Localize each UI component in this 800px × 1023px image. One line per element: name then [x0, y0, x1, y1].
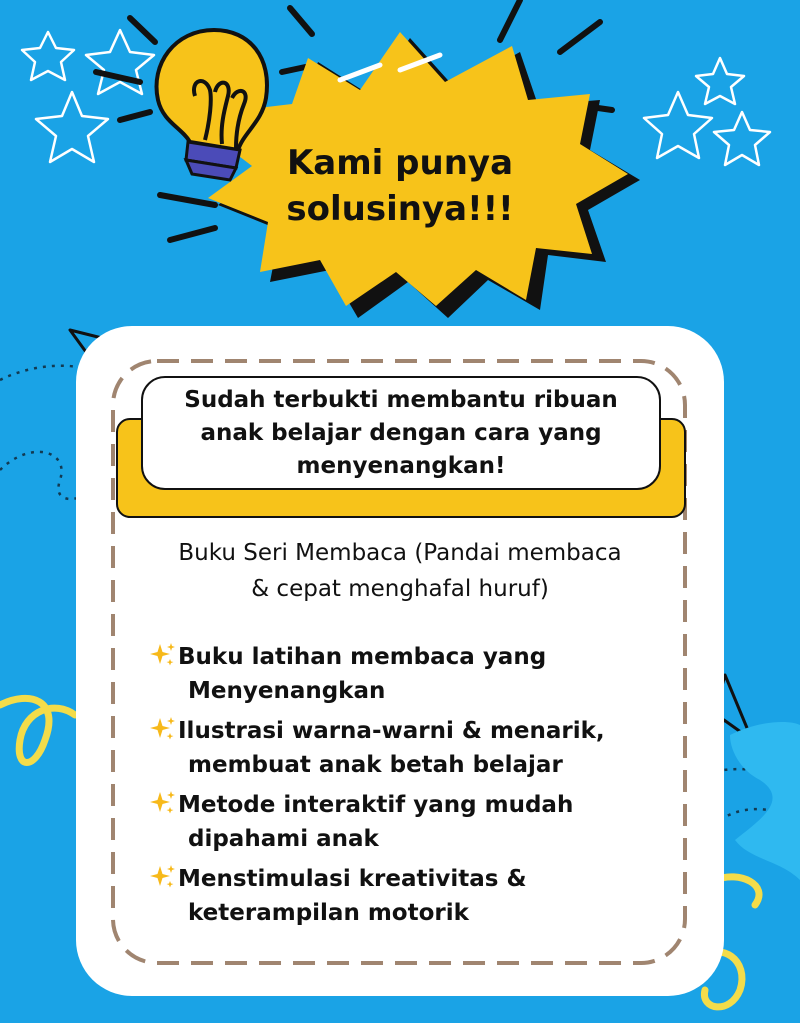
- star-icon: [696, 58, 744, 104]
- sparkles-icon: [148, 640, 178, 670]
- feature-line2: dipahami anak: [188, 826, 379, 852]
- feature-item: [148, 862, 668, 930]
- sparkles-icon: [148, 714, 178, 744]
- burst-title: [220, 140, 580, 232]
- claim-text: Sudah terbukti membantu ribuan anak belajar dengan cara yang menyenangkan!: [184, 386, 618, 479]
- star-icon: [714, 112, 770, 165]
- product-title-line1: Buku Seri Membaca (Pandai membaca: [178, 540, 622, 566]
- feature-item: [148, 788, 668, 856]
- product-title: [130, 535, 670, 607]
- star-icon: [36, 92, 108, 162]
- feature-line1: Menstimulasi kreativitas &: [178, 866, 527, 892]
- feature-item: [148, 714, 668, 782]
- feature-line1: Metode interaktif yang mudah: [178, 792, 574, 818]
- sparkles-icon: [148, 862, 178, 892]
- star-icon: [22, 32, 74, 80]
- feature-line2: membuat anak betah belajar: [188, 752, 563, 778]
- star-icon: [86, 30, 154, 94]
- feature-line1: Ilustrasi warna-warni & menarik,: [178, 718, 605, 744]
- product-title-line2: & cepat menghafal huruf): [251, 576, 549, 602]
- feature-line2: keterampilan motorik: [188, 900, 469, 926]
- feature-item: [148, 640, 668, 708]
- feature-list: [148, 640, 668, 936]
- burst-title-line1: Kami punya: [286, 143, 514, 183]
- burst-title-line2: solusinya!!!: [286, 189, 514, 229]
- claim-banner: [141, 376, 661, 490]
- sparkles-icon: [148, 788, 178, 818]
- feature-line2: Menyenangkan: [188, 678, 386, 704]
- star-icon: [644, 92, 712, 158]
- feature-line1: Buku latihan membaca yang: [178, 644, 547, 670]
